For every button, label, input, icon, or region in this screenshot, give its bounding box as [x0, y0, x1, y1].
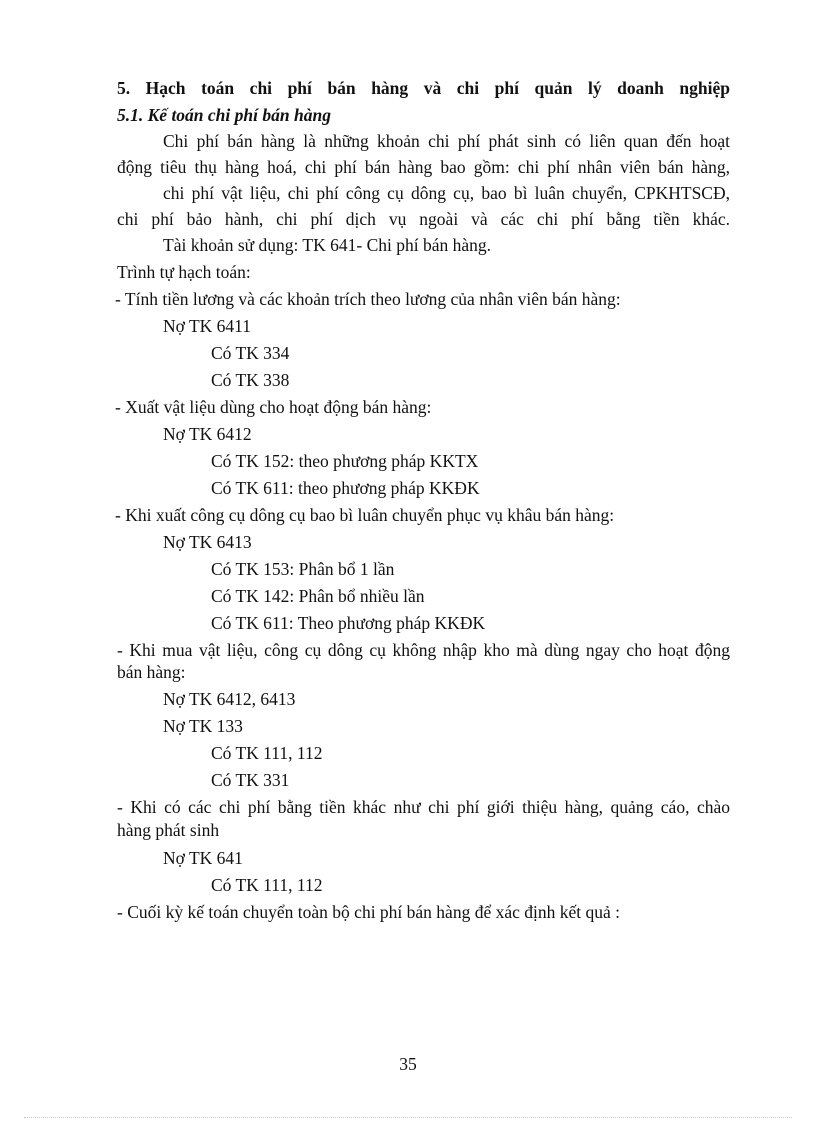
procedure-title: Trình tự hạch toán:: [117, 262, 251, 282]
page-number: 35: [399, 1054, 417, 1074]
entry-5-debit: Nợ TK 641: [163, 848, 243, 868]
entry-4-debit-1: Nợ TK 6412, 6413: [163, 689, 296, 709]
entry-4-credit-1: Có TK 111, 112: [211, 743, 323, 763]
entry-4-debit-2: Nợ TK 133: [163, 716, 243, 736]
intro-line-4: chi phí bảo hành, chi phí dịch vụ ngoài và các chi phí bằng tiền khác.: [117, 209, 730, 229]
subsection-heading: 5.1. Kế toán chi phí bán hàng: [117, 105, 331, 125]
entry-2-credit-2: Có TK 611: theo phương pháp KKĐK: [211, 478, 480, 498]
entry-1-desc: - Tính tiền lương và các khoản trích theo lương của nhân viên bán hàng:: [115, 289, 621, 309]
intro-line-1: Chi phí bán hàng là những khoản chi phí phát sinh có liên quan đến hoạt: [163, 131, 730, 151]
intro-line-3: chi phí vật liệu, chi phí công cụ dông cụ, bao bì luân chuyển, CPKHTSCĐ,: [163, 183, 730, 203]
entry-6-desc: - Cuối kỳ kế toán chuyển toàn bộ chi phí bán hàng để xác định kết quả :: [117, 902, 620, 922]
intro-line-2: động tiêu thụ hàng hoá, chi phí bán hàng bao gồm: chi phí nhân viên bán hàng,: [117, 157, 730, 177]
entry-3-credit-1: Có TK 153: Phân bổ 1 lần: [211, 559, 395, 579]
entry-3-credit-2: Có TK 142: Phân bổ nhiều lần: [211, 586, 425, 606]
entry-4-credit-2: Có TK 331: [211, 770, 290, 790]
entry-5-desc-line-2: hàng phát sinh: [117, 820, 220, 840]
entry-3-debit: Nợ TK 6413: [163, 532, 252, 552]
entry-5-desc-line-1: - Khi có các chi phí bằng tiền khác như chi phí giới thiệu hàng, quảng cáo, chào: [117, 797, 730, 817]
entry-3-desc: - Khi xuất công cụ dông cụ bao bì luân chuyển phục vụ khâu bán hàng:: [115, 505, 615, 525]
entry-4-desc-line-1: - Khi mua vật liệu, công cụ dông cụ không nhập kho mà dùng ngay cho hoạt động: [117, 640, 730, 660]
entry-3-credit-3: Có TK 611: Theo phương pháp KKĐK: [211, 613, 486, 633]
page-bottom-divider: [24, 1117, 792, 1118]
account-used: Tài khoản sử dụng: TK 641- Chi phí bán hàng.: [163, 235, 492, 255]
entry-4-desc-line-2: bán hàng:: [117, 662, 186, 682]
entry-1-credit-1: Có TK 334: [211, 343, 290, 363]
section-heading: 5. Hạch toán chi phí bán hàng và chi phí quản lý doanh nghiệp: [117, 78, 730, 98]
entry-5-credit-1: Có TK 111, 112: [211, 875, 323, 895]
entry-2-credit-1: Có TK 152: theo phương pháp KKTX: [211, 451, 479, 471]
entry-1-debit: Nợ TK 6411: [163, 316, 252, 336]
entry-2-desc: - Xuất vật liệu dùng cho hoạt động bán hàng:: [115, 397, 432, 417]
entry-1-credit-2: Có TK 338: [211, 370, 290, 390]
entry-2-debit: Nợ TK 6412: [163, 424, 252, 444]
